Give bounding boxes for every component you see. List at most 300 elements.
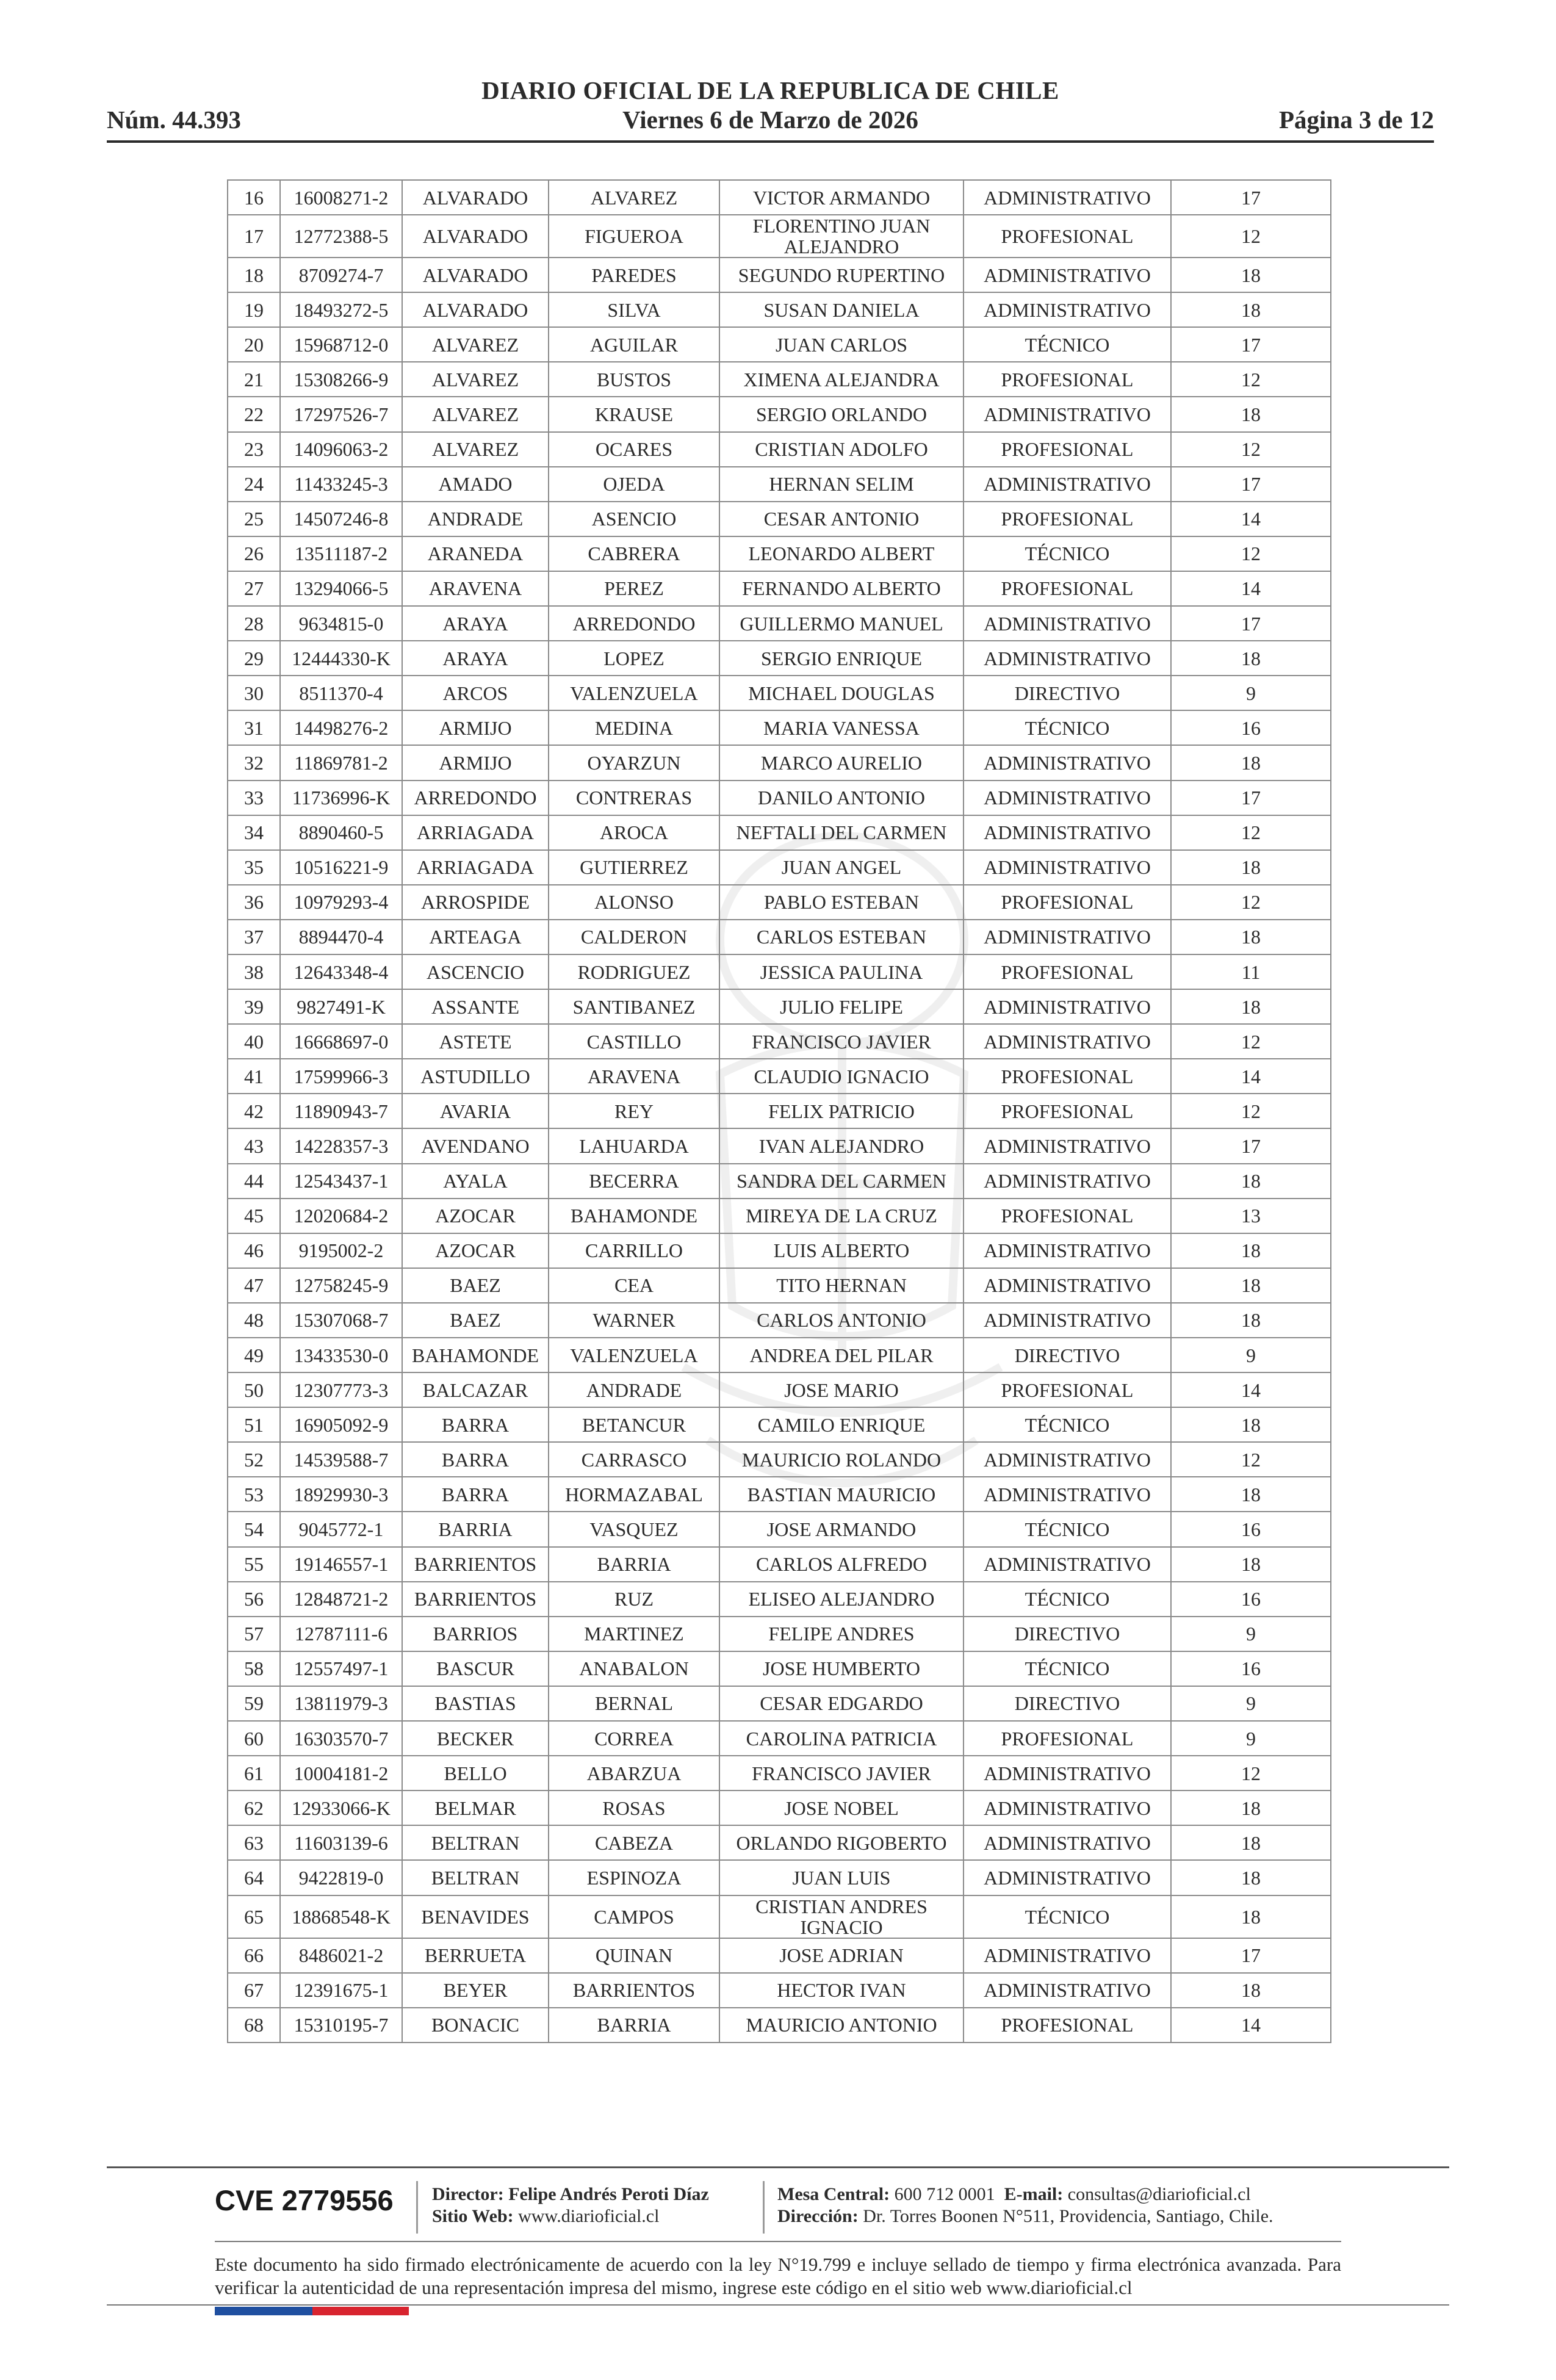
table-row	[228, 989, 1331, 1024]
personnel-table-container	[227, 179, 1331, 2043]
category-cell: ADMINISTRATIVO	[963, 397, 1171, 431]
second-surname-cell: CASTILLO	[549, 1024, 719, 1059]
given-names-cell: JOSE ADRIAN	[719, 1938, 963, 1973]
grade-cell: 18	[1171, 1407, 1331, 1442]
rut-cell: 9195002-2	[280, 1233, 402, 1268]
grade-cell: 14	[1171, 502, 1331, 536]
category-cell: ADMINISTRATIVO	[963, 1756, 1171, 1790]
category-cell: ADMINISTRATIVO	[963, 1233, 1171, 1268]
table-row	[228, 1790, 1331, 1825]
grade-cell: 18	[1171, 1860, 1331, 1895]
first-surname-cell: ARROSPIDE	[402, 885, 549, 920]
grade-cell: 18	[1171, 1825, 1331, 1860]
given-names-cell: SERGIO ENRIQUE	[719, 641, 963, 676]
first-surname-cell: BARRA	[402, 1407, 549, 1442]
category-cell: PROFESIONAL	[963, 571, 1171, 606]
given-names-cell: FRANCISCO JAVIER	[719, 1024, 963, 1059]
given-names-cell: HECTOR IVAN	[719, 1973, 963, 2008]
row-number-cell: 57	[228, 1617, 280, 1651]
given-names-cell: MIREYA DE LA CRUZ	[719, 1199, 963, 1233]
first-surname-cell: ARMIJO	[402, 710, 549, 745]
flag-blue-segment	[215, 2307, 312, 2315]
row-number-cell: 56	[228, 1582, 280, 1617]
category-cell: ADMINISTRATIVO	[963, 1938, 1171, 1973]
table-row	[228, 536, 1331, 571]
newspaper-title: DIARIO OFICIAL DE LA REPUBLICA DE CHILE	[481, 76, 1059, 104]
given-names-cell: JOSE MARIO	[719, 1372, 963, 1407]
rut-cell: 8894470-4	[280, 920, 402, 954]
grade-cell: 18	[1171, 850, 1331, 885]
category-cell: PROFESIONAL	[963, 362, 1171, 397]
grade-cell: 13	[1171, 1199, 1331, 1233]
given-names-cell: MARIA VANESSA	[719, 710, 963, 745]
second-surname-cell: ABARZUA	[549, 1756, 719, 1790]
given-names-cell: ANDREA DEL PILAR	[719, 1338, 963, 1372]
given-names-cell: FERNANDO ALBERTO	[719, 571, 963, 606]
category-cell: DIRECTIVO	[963, 1617, 1171, 1651]
given-names-cell: FELIX PATRICIO	[719, 1094, 963, 1128]
rut-cell: 8511370-4	[280, 676, 402, 710]
category-cell: DIRECTIVO	[963, 1338, 1171, 1372]
table-row	[228, 1128, 1331, 1163]
second-surname-cell: MEDINA	[549, 710, 719, 745]
category-cell: TÉCNICO	[963, 327, 1171, 362]
second-surname-cell: CAMPOS	[549, 1895, 719, 1938]
category-cell: PROFESIONAL	[963, 2008, 1171, 2043]
second-surname-cell: MARTINEZ	[549, 1617, 719, 1651]
first-surname-cell: ARANEDA	[402, 536, 549, 571]
table-row	[228, 467, 1331, 502]
grade-cell: 18	[1171, 641, 1331, 676]
grade-cell: 18	[1171, 258, 1331, 292]
given-names-cell: MAURICIO ANTONIO	[719, 2008, 963, 2043]
first-surname-cell: AVARIA	[402, 1094, 549, 1128]
first-surname-cell: BELTRAN	[402, 1825, 549, 1860]
row-number-cell: 68	[228, 2008, 280, 2043]
first-surname-cell: BAHAMONDE	[402, 1338, 549, 1372]
second-surname-cell: HORMAZABAL	[549, 1477, 719, 1512]
rut-cell: 11433245-3	[280, 467, 402, 502]
first-surname-cell: BELTRAN	[402, 1860, 549, 1895]
grade-cell: 18	[1171, 1477, 1331, 1512]
grade-cell: 9	[1171, 1721, 1331, 1756]
second-surname-cell: SANTIBANEZ	[549, 989, 719, 1024]
first-surname-cell: BASTIAS	[402, 1686, 549, 1721]
table-row	[228, 781, 1331, 815]
second-surname-cell: ROSAS	[549, 1790, 719, 1825]
phone-number: 600 712 0001	[894, 2184, 995, 2204]
rut-cell: 12787111-6	[280, 1617, 402, 1651]
row-number-cell: 48	[228, 1303, 280, 1338]
row-number-cell: 24	[228, 467, 280, 502]
rut-cell: 11736996-K	[280, 781, 402, 815]
category-cell: DIRECTIVO	[963, 1686, 1171, 1721]
row-number-cell: 31	[228, 710, 280, 745]
grade-cell: 9	[1171, 1617, 1331, 1651]
given-names-cell: MICHAEL DOUGLAS	[719, 676, 963, 710]
personnel-table	[227, 179, 1331, 2043]
second-surname-cell: VALENZUELA	[549, 1338, 719, 1372]
footer-separator	[416, 2181, 418, 2234]
given-names-cell: LEONARDO ALBERT	[719, 536, 963, 571]
rut-cell: 12444330-K	[280, 641, 402, 676]
table-row	[228, 954, 1331, 989]
table-row	[228, 1164, 1331, 1199]
table-row	[228, 1268, 1331, 1303]
category-cell: PROFESIONAL	[963, 502, 1171, 536]
given-names-cell: IVAN ALEJANDRO	[719, 1128, 963, 1163]
first-surname-cell: ALVAREZ	[402, 327, 549, 362]
category-cell: PROFESIONAL	[963, 1721, 1171, 1756]
first-surname-cell: ASTETE	[402, 1024, 549, 1059]
grade-cell: 18	[1171, 1268, 1331, 1303]
table-row	[228, 1547, 1331, 1582]
rut-cell: 14096063-2	[280, 432, 402, 467]
rut-cell: 12643348-4	[280, 954, 402, 989]
first-surname-cell: ALVARADO	[402, 180, 549, 215]
given-names-cell: GUILLERMO MANUEL	[719, 606, 963, 641]
row-number-cell: 38	[228, 954, 280, 989]
grade-cell: 14	[1171, 1059, 1331, 1094]
grade-cell: 12	[1171, 1024, 1331, 1059]
second-surname-cell: CABRERA	[549, 536, 719, 571]
given-names-cell: CARLOS ESTEBAN	[719, 920, 963, 954]
grade-cell: 12	[1171, 362, 1331, 397]
grade-cell: 18	[1171, 1973, 1331, 2008]
given-names-cell: FLORENTINO JUAN ALEJANDRO	[719, 215, 963, 258]
first-surname-cell: ALVAREZ	[402, 362, 549, 397]
row-number-cell: 46	[228, 1233, 280, 1268]
second-surname-cell: CEA	[549, 1268, 719, 1303]
table-body	[228, 180, 1331, 2043]
footer-divider-top	[107, 2166, 1449, 2168]
row-number-cell: 45	[228, 1199, 280, 1233]
grade-cell: 17	[1171, 180, 1331, 215]
second-surname-cell: PEREZ	[549, 571, 719, 606]
rut-cell: 12543437-1	[280, 1164, 402, 1199]
first-surname-cell: ARAYA	[402, 641, 549, 676]
row-number-cell: 59	[228, 1686, 280, 1721]
table-row	[228, 920, 1331, 954]
first-surname-cell: BONACIC	[402, 2008, 549, 2043]
category-cell: ADMINISTRATIVO	[963, 467, 1171, 502]
given-names-cell: CESAR ANTONIO	[719, 502, 963, 536]
address-text: Dr. Torres Boonen N°511, Providencia, Santiago, Chile.	[863, 2206, 1273, 2226]
first-surname-cell: ALVARADO	[402, 258, 549, 292]
grade-cell: 17	[1171, 327, 1331, 362]
first-surname-cell: ARRIAGADA	[402, 815, 549, 850]
table-row	[228, 1233, 1331, 1268]
rut-cell: 10004181-2	[280, 1756, 402, 1790]
category-cell: ADMINISTRATIVO	[963, 641, 1171, 676]
first-surname-cell: ARAYA	[402, 606, 549, 641]
first-surname-cell: ALVARADO	[402, 215, 549, 258]
row-number-cell: 66	[228, 1938, 280, 1973]
category-cell: DIRECTIVO	[963, 676, 1171, 710]
second-surname-cell: ARAVENA	[549, 1059, 719, 1094]
row-number-cell: 64	[228, 1860, 280, 1895]
category-cell: PROFESIONAL	[963, 954, 1171, 989]
table-row	[228, 745, 1331, 780]
second-surname-cell: CARRILLO	[549, 1233, 719, 1268]
category-cell: PROFESIONAL	[963, 1372, 1171, 1407]
row-number-cell: 39	[228, 989, 280, 1024]
given-names-cell: SEGUNDO RUPERTINO	[719, 258, 963, 292]
rut-cell: 11869781-2	[280, 745, 402, 780]
given-names-cell: JUAN CARLOS	[719, 327, 963, 362]
category-cell: ADMINISTRATIVO	[963, 1547, 1171, 1582]
row-number-cell: 29	[228, 641, 280, 676]
page-header	[107, 72, 1434, 145]
rut-cell: 9422819-0	[280, 1860, 402, 1895]
rut-cell: 9045772-1	[280, 1512, 402, 1546]
grade-cell: 18	[1171, 1895, 1331, 1938]
table-row	[228, 1895, 1331, 1938]
grade-cell: 18	[1171, 1233, 1331, 1268]
second-surname-cell: ASENCIO	[549, 502, 719, 536]
grade-cell: 9	[1171, 1686, 1331, 1721]
category-cell: TÉCNICO	[963, 1407, 1171, 1442]
row-number-cell: 60	[228, 1721, 280, 1756]
category-cell: ADMINISTRATIVO	[963, 815, 1171, 850]
row-number-cell: 28	[228, 606, 280, 641]
rut-cell: 12758245-9	[280, 1268, 402, 1303]
first-surname-cell: BARRA	[402, 1477, 549, 1512]
grade-cell: 16	[1171, 1582, 1331, 1617]
row-number-cell: 44	[228, 1164, 280, 1199]
table-row	[228, 1721, 1331, 1756]
grade-cell: 9	[1171, 1338, 1331, 1372]
given-names-cell: FRANCISCO JAVIER	[719, 1756, 963, 1790]
table-row	[228, 180, 1331, 215]
grade-cell: 12	[1171, 815, 1331, 850]
row-number-cell: 30	[228, 676, 280, 710]
grade-cell: 16	[1171, 710, 1331, 745]
table-row	[228, 1938, 1331, 1973]
category-cell: ADMINISTRATIVO	[963, 1860, 1171, 1895]
grade-cell: 9	[1171, 676, 1331, 710]
table-row	[228, 1199, 1331, 1233]
second-surname-cell: AROCA	[549, 815, 719, 850]
second-surname-cell: ESPINOZA	[549, 1860, 719, 1895]
given-names-cell: JOSE HUMBERTO	[719, 1651, 963, 1686]
first-surname-cell: ARMIJO	[402, 745, 549, 780]
rut-cell: 11890943-7	[280, 1094, 402, 1128]
footer-divider-mid	[215, 2241, 1341, 2242]
director-label: Director:	[432, 2184, 504, 2204]
second-surname-cell: OCARES	[549, 432, 719, 467]
rut-cell: 16668697-0	[280, 1024, 402, 1059]
rut-cell: 12557497-1	[280, 1651, 402, 1686]
second-surname-cell: BARRIA	[549, 2008, 719, 2043]
rut-cell: 18493272-5	[280, 292, 402, 327]
second-surname-cell: CONTRERAS	[549, 781, 719, 815]
category-cell: ADMINISTRATIVO	[963, 781, 1171, 815]
table-row	[228, 850, 1331, 885]
table-row	[228, 215, 1331, 258]
given-names-cell: PABLO ESTEBAN	[719, 885, 963, 920]
given-names-cell: JOSE ARMANDO	[719, 1512, 963, 1546]
given-names-cell: CRISTIAN ANDRES IGNACIO	[719, 1895, 963, 1938]
first-surname-cell: AMADO	[402, 467, 549, 502]
table-row	[228, 1512, 1331, 1546]
category-cell: ADMINISTRATIVO	[963, 850, 1171, 885]
category-cell: ADMINISTRATIVO	[963, 1477, 1171, 1512]
given-names-cell: CRISTIAN ADOLFO	[719, 432, 963, 467]
second-surname-cell: QUINAN	[549, 1938, 719, 1973]
given-names-cell: ORLANDO RIGOBERTO	[719, 1825, 963, 1860]
rut-cell: 18868548-K	[280, 1895, 402, 1938]
row-number-cell: 27	[228, 571, 280, 606]
grade-cell: 18	[1171, 745, 1331, 780]
second-surname-cell: OJEDA	[549, 467, 719, 502]
rut-cell: 9634815-0	[280, 606, 402, 641]
second-surname-cell: VALENZUELA	[549, 676, 719, 710]
first-surname-cell: ALVARADO	[402, 292, 549, 327]
rut-cell: 19146557-1	[280, 1547, 402, 1582]
category-cell: PROFESIONAL	[963, 1094, 1171, 1128]
first-surname-cell: BARRIOS	[402, 1617, 549, 1651]
table-row	[228, 1372, 1331, 1407]
first-surname-cell: AVENDANO	[402, 1128, 549, 1163]
category-cell: PROFESIONAL	[963, 885, 1171, 920]
first-surname-cell: ARRIAGADA	[402, 850, 549, 885]
category-cell: ADMINISTRATIVO	[963, 989, 1171, 1024]
row-number-cell: 26	[228, 536, 280, 571]
rut-cell: 12020684-2	[280, 1199, 402, 1233]
table-row	[228, 1651, 1331, 1686]
category-cell: PROFESIONAL	[963, 215, 1171, 258]
grade-cell: 14	[1171, 571, 1331, 606]
first-surname-cell: BELMAR	[402, 1790, 549, 1825]
grade-cell: 18	[1171, 1164, 1331, 1199]
row-number-cell: 49	[228, 1338, 280, 1372]
category-cell: ADMINISTRATIVO	[963, 180, 1171, 215]
given-names-cell: CLAUDIO IGNACIO	[719, 1059, 963, 1094]
given-names-cell: CESAR EDGARDO	[719, 1686, 963, 1721]
first-surname-cell: BAEZ	[402, 1268, 549, 1303]
table-row	[228, 885, 1331, 920]
site-url[interactable]: www.diarioficial.cl	[518, 2206, 660, 2226]
second-surname-cell: RUZ	[549, 1582, 719, 1617]
table-row	[228, 327, 1331, 362]
rut-cell: 17297526-7	[280, 397, 402, 431]
second-surname-cell: OYARZUN	[549, 745, 719, 780]
given-names-cell: JESSICA PAULINA	[719, 954, 963, 989]
rut-cell: 11603139-6	[280, 1825, 402, 1860]
first-surname-cell: ASTUDILLO	[402, 1059, 549, 1094]
site-label: Sitio Web:	[432, 2206, 514, 2226]
table-row	[228, 258, 1331, 292]
row-number-cell: 35	[228, 850, 280, 885]
first-surname-cell: AZOCAR	[402, 1233, 549, 1268]
second-surname-cell: ALONSO	[549, 885, 719, 920]
first-surname-cell: BELLO	[402, 1756, 549, 1790]
first-surname-cell: BECKER	[402, 1721, 549, 1756]
category-cell: TÉCNICO	[963, 710, 1171, 745]
row-number-cell: 36	[228, 885, 280, 920]
second-surname-cell: BAHAMONDE	[549, 1199, 719, 1233]
footer-contact-block	[777, 2183, 1273, 2227]
footer-divider-bottom	[107, 2304, 1449, 2306]
email-address[interactable]: consultas@diarioficial.cl	[1067, 2184, 1251, 2204]
category-cell: ADMINISTRATIVO	[963, 606, 1171, 641]
table-row	[228, 502, 1331, 536]
rut-cell: 15308266-9	[280, 362, 402, 397]
given-names-cell: VICTOR ARMANDO	[719, 180, 963, 215]
row-number-cell: 54	[228, 1512, 280, 1546]
email-label: E-mail:	[1004, 2184, 1064, 2204]
table-row	[228, 1756, 1331, 1790]
category-cell: ADMINISTRATIVO	[963, 1164, 1171, 1199]
given-names-cell: XIMENA ALEJANDRA	[719, 362, 963, 397]
grade-cell: 16	[1171, 1512, 1331, 1546]
row-number-cell: 23	[228, 432, 280, 467]
first-surname-cell: ASCENCIO	[402, 954, 549, 989]
grade-cell: 18	[1171, 920, 1331, 954]
first-surname-cell: BEYER	[402, 1973, 549, 2008]
given-names-cell: CARLOS ALFREDO	[719, 1547, 963, 1582]
table-row	[228, 1973, 1331, 2008]
phone-label: Mesa Central:	[777, 2184, 890, 2204]
category-cell: TÉCNICO	[963, 1651, 1171, 1686]
first-surname-cell: ANDRADE	[402, 502, 549, 536]
grade-cell: 18	[1171, 397, 1331, 431]
flag-color-bar	[215, 2307, 409, 2315]
row-number-cell: 37	[228, 920, 280, 954]
second-surname-cell: BUSTOS	[549, 362, 719, 397]
category-cell: TÉCNICO	[963, 1895, 1171, 1938]
category-cell: TÉCNICO	[963, 1582, 1171, 1617]
rut-cell: 18929930-3	[280, 1477, 402, 1512]
rut-cell: 8890460-5	[280, 815, 402, 850]
footer-director-block	[432, 2183, 709, 2227]
table-row	[228, 362, 1331, 397]
row-number-cell: 43	[228, 1128, 280, 1163]
table-row	[228, 1303, 1331, 1338]
table-row	[228, 641, 1331, 676]
given-names-cell: MARCO AURELIO	[719, 745, 963, 780]
row-number-cell: 55	[228, 1547, 280, 1582]
page-number: Página 3 de 12	[1279, 106, 1434, 134]
rut-cell: 13294066-5	[280, 571, 402, 606]
given-names-cell: SUSAN DANIELA	[719, 292, 963, 327]
category-cell: ADMINISTRATIVO	[963, 1442, 1171, 1477]
grade-cell: 18	[1171, 292, 1331, 327]
table-row	[228, 815, 1331, 850]
grade-cell: 12	[1171, 1756, 1331, 1790]
rut-cell: 8486021-2	[280, 1938, 402, 1973]
second-surname-cell: ARREDONDO	[549, 606, 719, 641]
category-cell: PROFESIONAL	[963, 432, 1171, 467]
table-row	[228, 1477, 1331, 1512]
category-cell: PROFESIONAL	[963, 1199, 1171, 1233]
row-number-cell: 18	[228, 258, 280, 292]
second-surname-cell: BARRIENTOS	[549, 1973, 719, 2008]
grade-cell: 17	[1171, 781, 1331, 815]
second-surname-cell: CALDERON	[549, 920, 719, 954]
row-number-cell: 65	[228, 1895, 280, 1938]
flag-red-segment	[312, 2307, 409, 2315]
first-surname-cell: BAEZ	[402, 1303, 549, 1338]
rut-cell: 12848721-2	[280, 1582, 402, 1617]
category-cell: ADMINISTRATIVO	[963, 1790, 1171, 1825]
category-cell: TÉCNICO	[963, 536, 1171, 571]
category-cell: ADMINISTRATIVO	[963, 1024, 1171, 1059]
row-number-cell: 40	[228, 1024, 280, 1059]
grade-cell: 12	[1171, 885, 1331, 920]
first-surname-cell: BARRIENTOS	[402, 1582, 549, 1617]
